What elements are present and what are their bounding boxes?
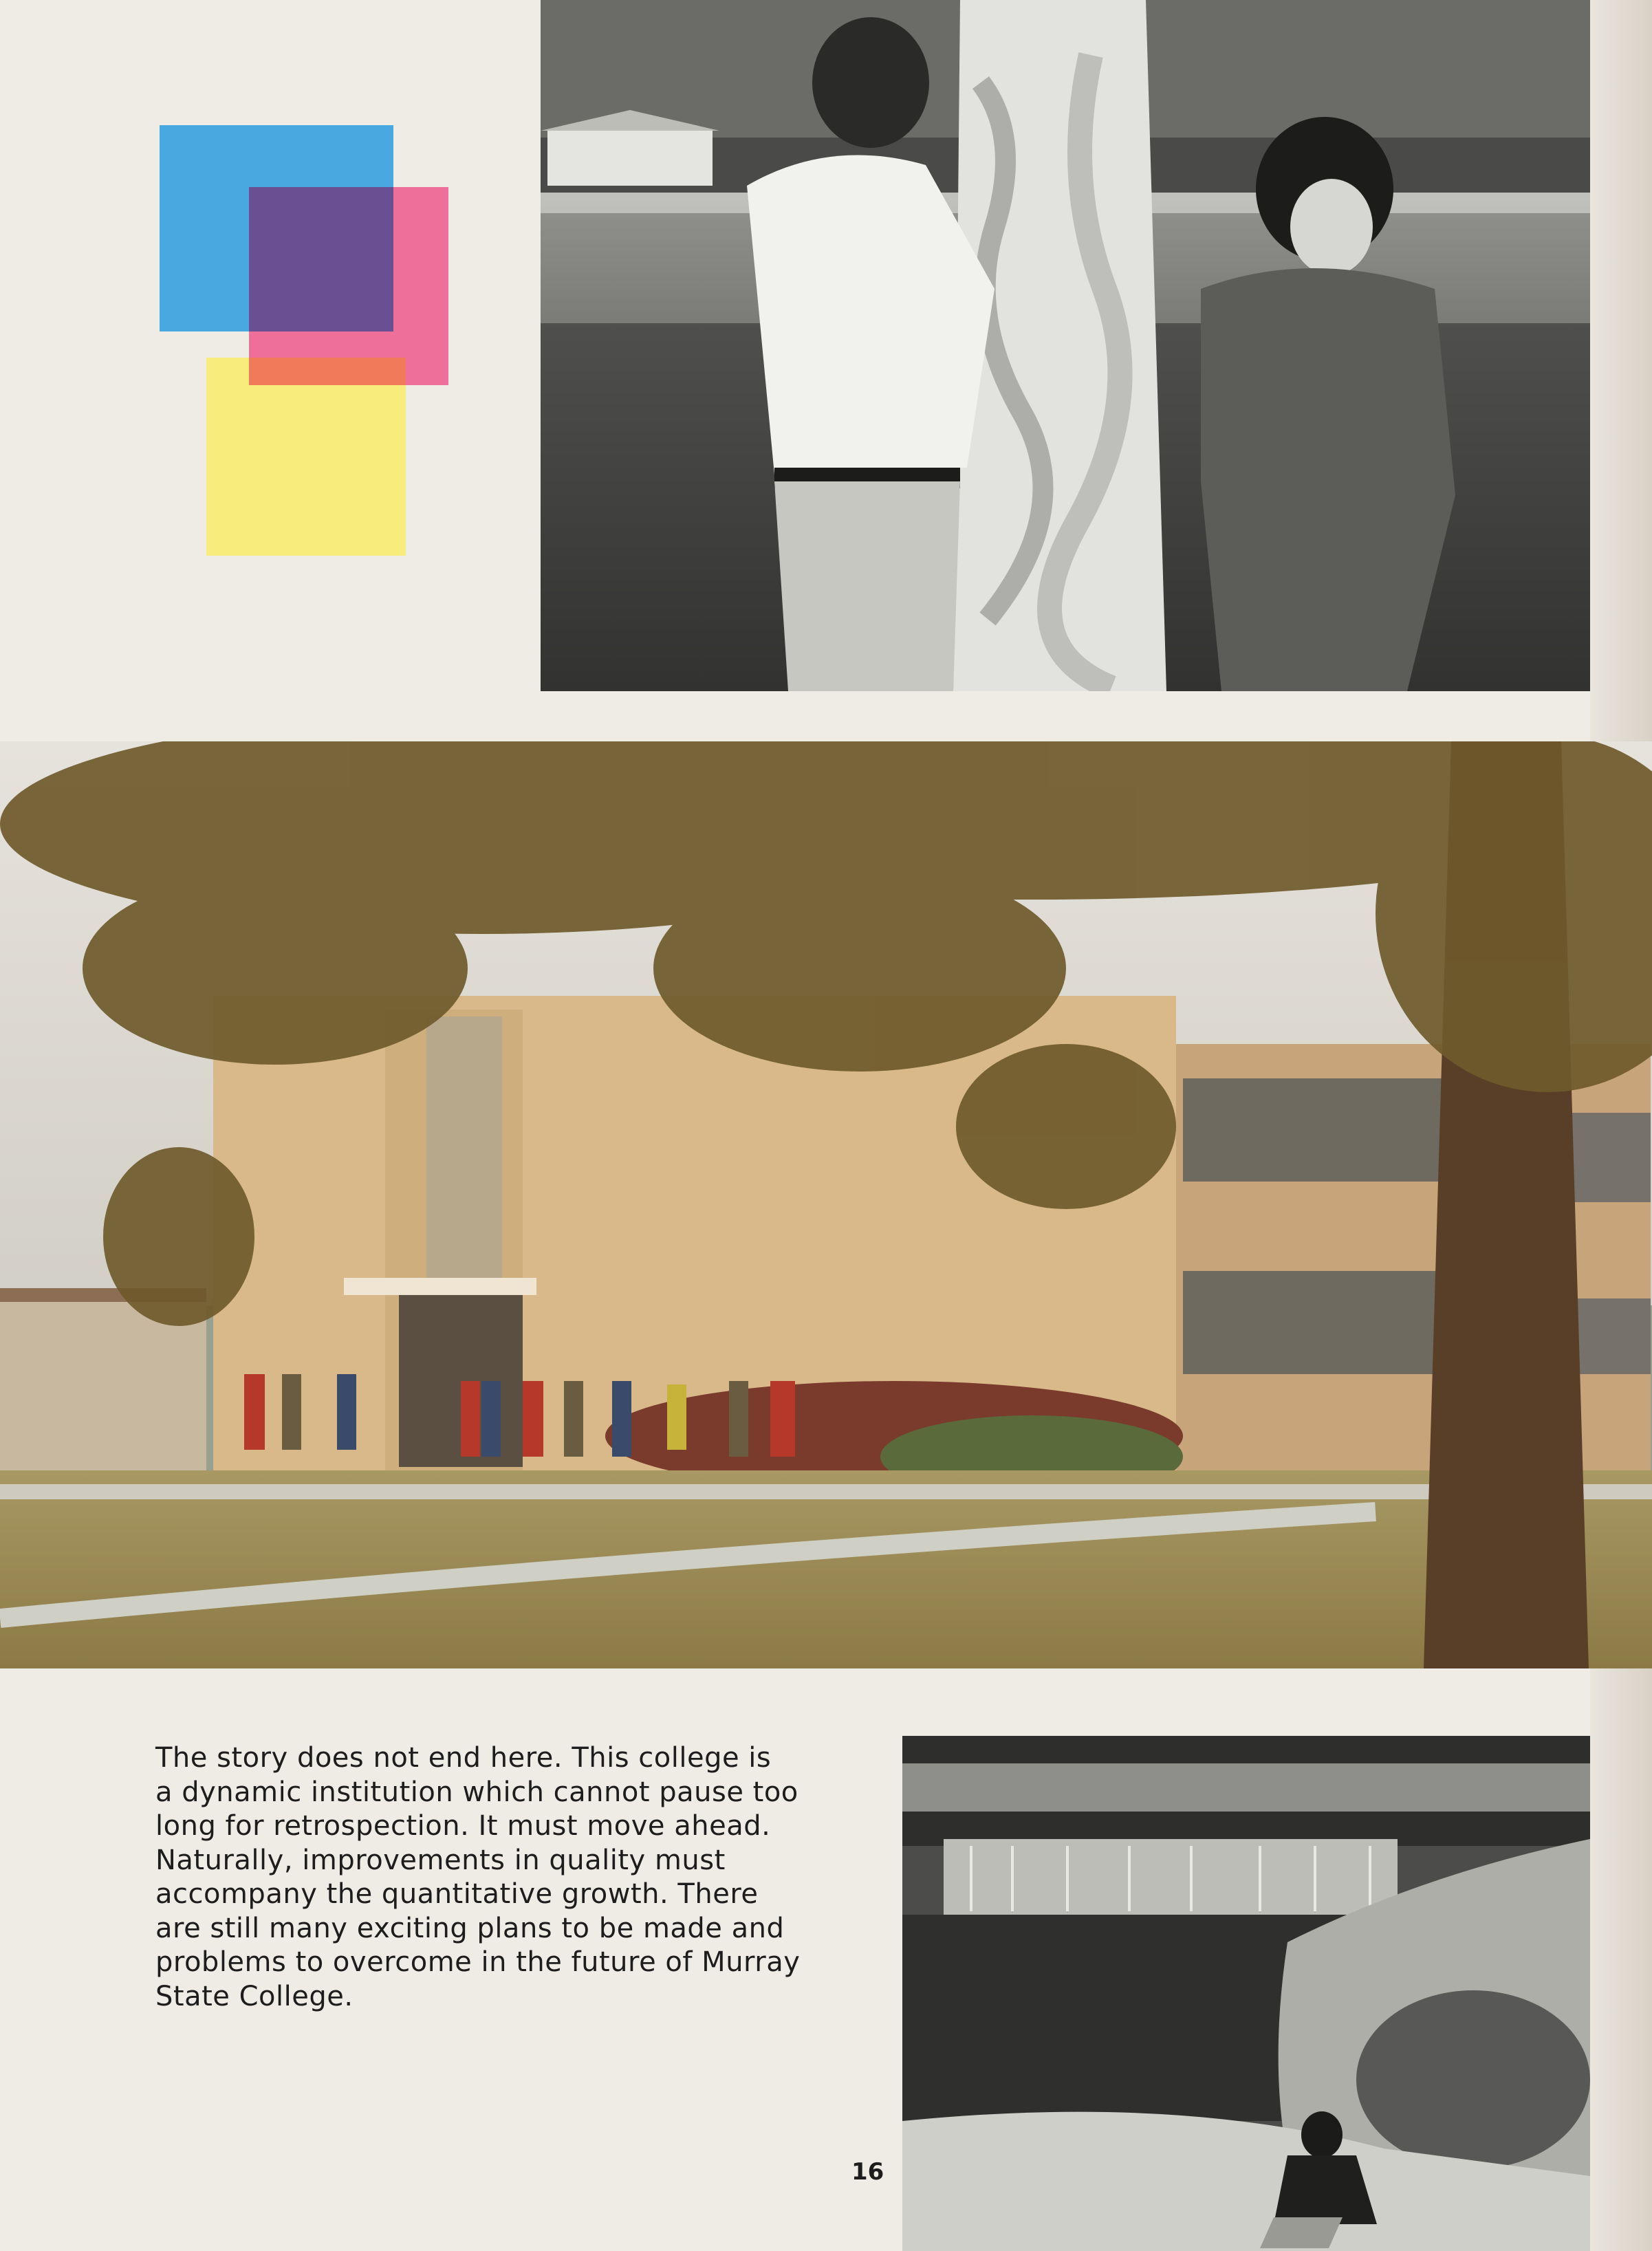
page-number: 16 xyxy=(851,2158,884,2186)
photo-campus-building xyxy=(0,741,1652,1668)
photo-students-at-tree-image xyxy=(541,0,1590,691)
photo-students-at-tree xyxy=(541,0,1590,691)
color-squares-graphic xyxy=(0,0,541,688)
yellow-square xyxy=(206,358,406,556)
photo-waterfall-student xyxy=(902,1736,1590,2251)
purple-overlap xyxy=(249,187,393,331)
photo-waterfall-student-image xyxy=(902,1736,1590,2251)
orange-overlap xyxy=(249,358,406,385)
body-paragraph: The story does not end here. This college is a dynamic institution which cannot pause too long for retrospection. It must move ahead. Naturally, improvements in quality must accompany the quantitative growth. There are still many exciting plans to be made and problems to overcome in the future of Murray State College. xyxy=(155,1742,801,2012)
photo-campus-building-image xyxy=(0,741,1652,1668)
